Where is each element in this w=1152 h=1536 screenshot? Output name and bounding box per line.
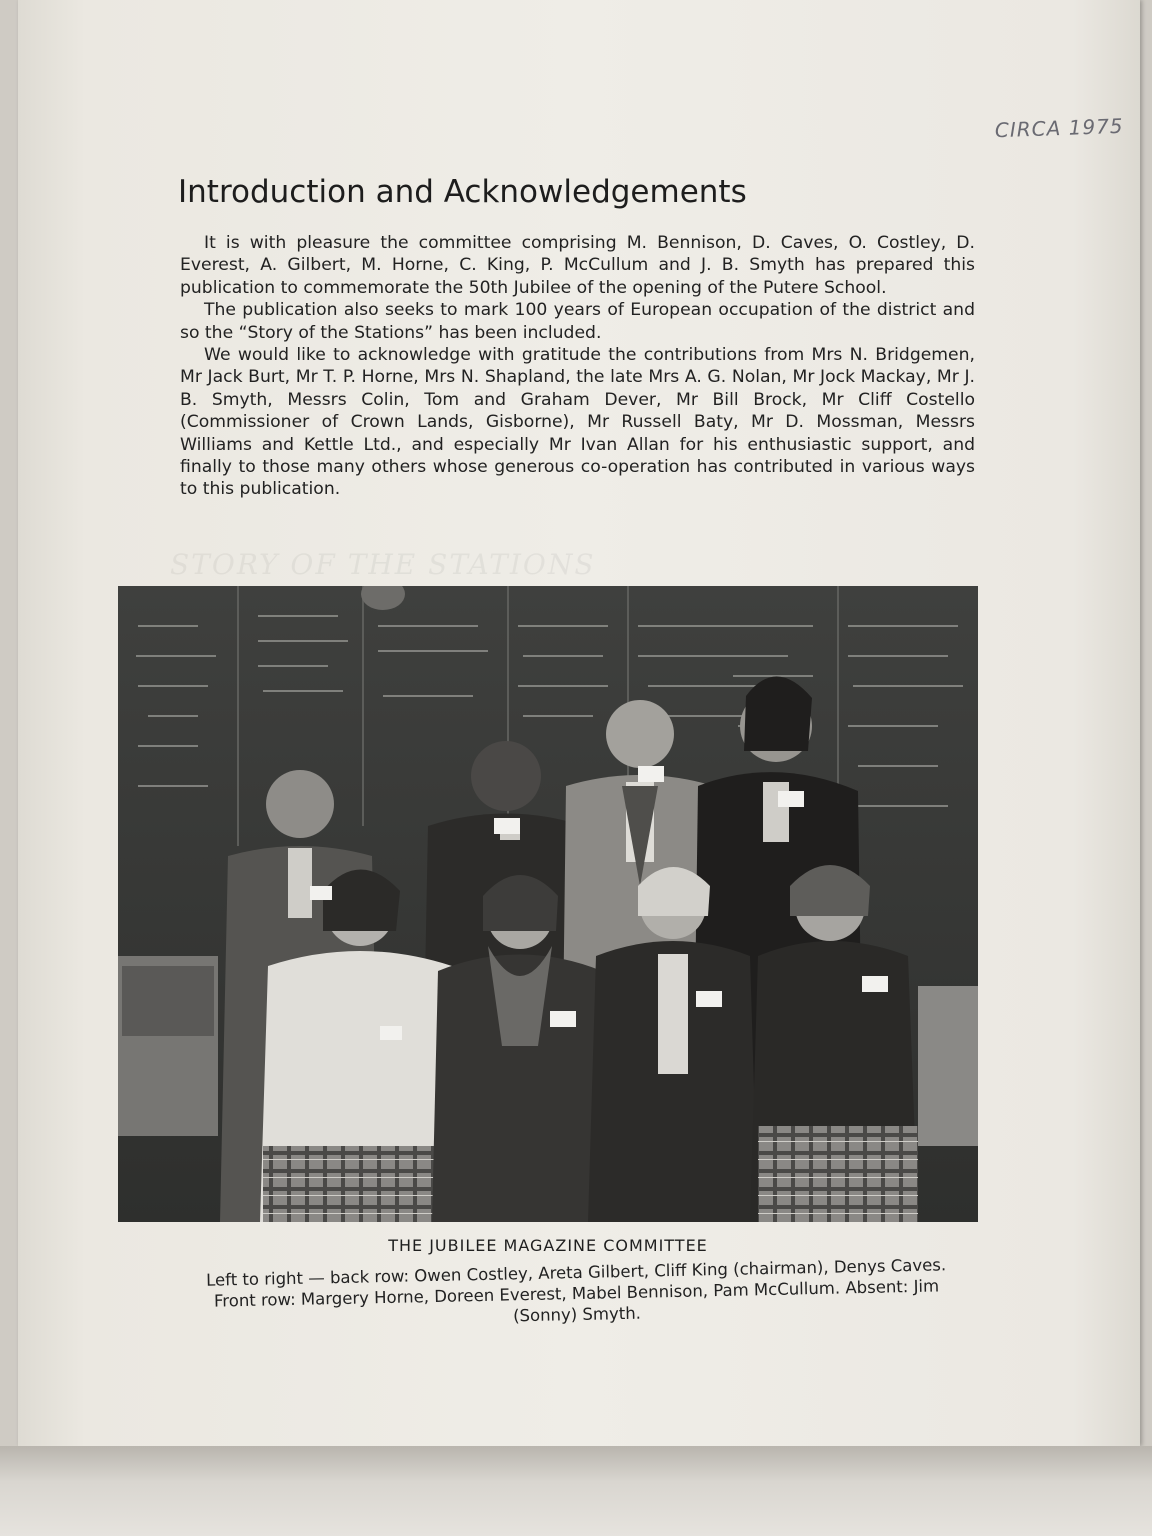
paragraph-acknowledgements: We would like to acknowledge with gratitude the contributions from Mrs N. Bridgemen, Mr Jack Burt, Mr T. P. Horne, Mrs N. Shapland, the late Mrs A. G. Nolan, Mr Jock Mackay, Mr J. B. Smyth, Messrs Colin, Tom and Graham Dever, Mr Bill Brock, Mr Cliff Costello (Commissioner of Crown Lands, Gisborne), Mr Russell Baty, Mr D. Mossman, Messrs Williams and Kettle Ltd., and especially Mr Ivan Allan for his enthusiastic support, and finally to those many others whose generous co-operation has contributed in various ways to this publication. xyxy=(180,345,975,500)
table-surface xyxy=(0,1446,1152,1536)
paragraph-occupation: The publication also seeks to mark 100 years of European occupation of the district and so the “Story of the Stations” has been included. xyxy=(180,300,975,343)
paragraph-committee: It is with pleasure the committee comprising M. Bennison, D. Caves, O. Costley, D. Everest, A. Gilbert, M. Horne, C. King, P. McCullum and J. B. Smyth has prepared this publication to commemorate the 50th Jubilee of the opening of the Putere School. xyxy=(180,233,975,298)
handwritten-annotation: CIRCA 1975 xyxy=(994,113,1124,143)
page-title: Introduction and Acknowledgements xyxy=(178,174,747,210)
introduction-text xyxy=(180,232,975,501)
committee-photo xyxy=(118,586,978,1222)
photo-caption-title: THE JUBILEE MAGAZINE COMMITTEE xyxy=(388,1236,708,1255)
show-through-text: STORY OF THE STATIONS xyxy=(170,548,596,581)
committee-photo-illustration xyxy=(118,586,978,1222)
photo-caption-text: Left to right — back row: Owen Costley, Areta Gilbert, Cliff King (chairman), Denys Caves. Front row: Margery Horne, Doreen Everest, Mabel Bennison, Pam McCullum. Absent: Jim (Sonny) Smyth. xyxy=(205,1255,947,1326)
